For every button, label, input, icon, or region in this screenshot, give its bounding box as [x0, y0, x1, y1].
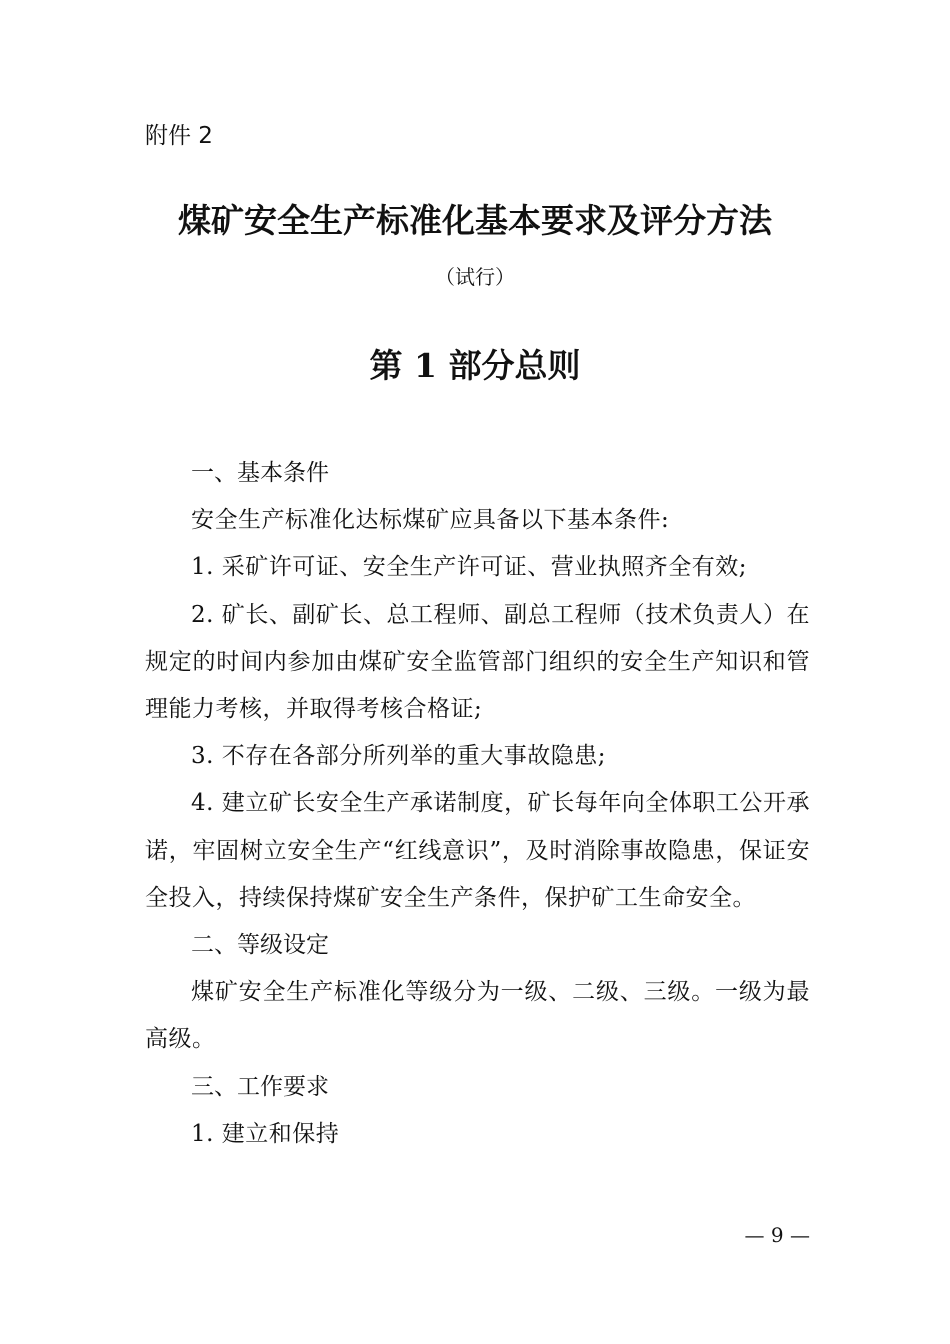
attachment-label: 附件 2 — [145, 123, 213, 149]
section-heading-work-requirements: 三、工作要求 — [191, 1073, 329, 1100]
basic-conditions-intro: 安全生产标准化达标煤矿应具备以下基本条件: — [191, 507, 670, 534]
basic-condition-item-3: 3. 不存在各部分所列举的重大事故隐患; — [191, 743, 607, 770]
document-body — [145, 450, 810, 1158]
page-number: — 9 — — [744, 1223, 810, 1247]
basic-condition-item-1: 1. 采矿许可证、安全生产许可证、营业执照齐全有效; — [191, 554, 748, 581]
document-title: 煤矿安全生产标准化基本要求及评分方法 — [178, 201, 772, 240]
basic-condition-item-2: 2. 矿长、副矿长、总工程师、副总工程师（技术负责人）在规定的时间内参加由煤矿安全监管部门组织的安全生产知识和管理能力考核，并取得考核合格证; — [145, 601, 810, 723]
basic-condition-item-4: 4. 建立矿长安全生产承诺制度，矿长每年向全体职工公开承诺，牢固树立安全生产“红线意识”，及时消除事故隐患，保证安全投入，持续保持煤矿安全生产条件，保护矿工生命安全。 — [145, 790, 810, 911]
section-heading-basic-conditions: 一、基本条件 — [191, 460, 329, 486]
part-title: 第 1 部分总则 — [369, 346, 581, 385]
work-requirement-item-1: 1. 建立和保持 — [191, 1120, 340, 1147]
grade-setting-text: 煤矿安全生产标准化等级分为一级、二级、三级。一级为最高级。 — [145, 979, 810, 1053]
section-heading-grade-setting: 二、等级设定 — [191, 932, 329, 959]
document-subtitle: （试行） — [435, 265, 515, 289]
